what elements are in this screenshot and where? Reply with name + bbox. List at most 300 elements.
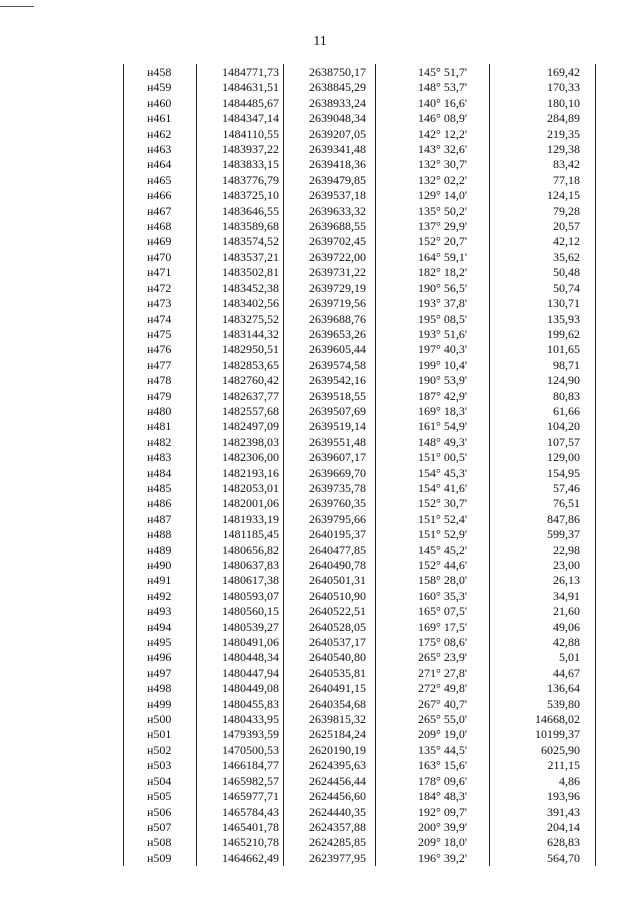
distance-cell: 199,62	[490, 327, 596, 342]
y-coordinate-cell: 2639815,32	[284, 712, 376, 727]
y-coordinate-cell: 2624357,88	[284, 820, 376, 835]
distance-cell: 14668,02	[490, 712, 596, 727]
direction-angle-cell: 163° 15,6'	[376, 758, 490, 773]
table-row	[124, 466, 596, 481]
table-row	[124, 111, 596, 126]
point-name-cell: н484	[124, 466, 197, 481]
x-coordinate-cell: 1480433,95	[197, 712, 284, 727]
distance-cell: 169,42	[490, 64, 596, 80]
x-coordinate-cell: 1482193,16	[197, 466, 284, 481]
point-name-cell: н505	[124, 789, 197, 804]
point-name-cell: н477	[124, 358, 197, 373]
table-row	[124, 681, 596, 696]
point-name-cell: н458	[124, 64, 197, 80]
x-coordinate-cell: 1482398,03	[197, 435, 284, 450]
x-coordinate-cell: 1483402,56	[197, 296, 284, 311]
x-coordinate-cell: 1464662,49	[197, 851, 284, 866]
x-coordinate-cell: 1481185,45	[197, 527, 284, 542]
y-coordinate-cell: 2640501,31	[284, 573, 376, 588]
distance-cell: 57,46	[490, 481, 596, 496]
y-coordinate-cell: 2639551,48	[284, 435, 376, 450]
direction-angle-cell: 193° 37,8'	[376, 296, 490, 311]
table-row	[124, 774, 596, 789]
direction-angle-cell: 209° 18,0'	[376, 835, 490, 850]
table-row	[124, 64, 596, 80]
x-coordinate-cell: 1483833,15	[197, 157, 284, 172]
x-coordinate-cell: 1466184,77	[197, 758, 284, 773]
table-row	[124, 281, 596, 296]
distance-cell: 50,74	[490, 281, 596, 296]
distance-cell: 124,90	[490, 373, 596, 388]
point-name-cell: н488	[124, 527, 197, 542]
point-name-cell: н502	[124, 743, 197, 758]
distance-cell: 284,89	[490, 111, 596, 126]
direction-angle-cell: 160° 35,3'	[376, 589, 490, 604]
direction-angle-cell: 267° 40,7'	[376, 697, 490, 712]
point-name-cell: н472	[124, 281, 197, 296]
point-name-cell: н480	[124, 404, 197, 419]
point-name-cell: н508	[124, 835, 197, 850]
direction-angle-cell: 182° 18,2'	[376, 265, 490, 280]
direction-angle-cell: 132° 02,2'	[376, 173, 490, 188]
distance-cell: 77,18	[490, 173, 596, 188]
y-coordinate-cell: 2640537,17	[284, 635, 376, 650]
y-coordinate-cell: 2640510,90	[284, 589, 376, 604]
y-coordinate-cell: 2624456,60	[284, 789, 376, 804]
distance-cell: 20,57	[490, 219, 596, 234]
x-coordinate-cell: 1483725,10	[197, 188, 284, 203]
distance-cell: 391,43	[490, 805, 596, 820]
y-coordinate-cell: 2639607,17	[284, 450, 376, 465]
direction-angle-cell: 190° 53,9'	[376, 373, 490, 388]
point-name-cell: н499	[124, 697, 197, 712]
y-coordinate-cell: 2640528,05	[284, 620, 376, 635]
x-coordinate-cell: 1465784,43	[197, 805, 284, 820]
x-coordinate-cell: 1465210,78	[197, 835, 284, 850]
point-name-cell: н509	[124, 851, 197, 866]
point-name-cell: н459	[124, 80, 197, 95]
direction-angle-cell: 200° 39,9'	[376, 820, 490, 835]
table-row	[124, 127, 596, 142]
distance-cell: 26,13	[490, 573, 596, 588]
y-coordinate-cell: 2639537,18	[284, 188, 376, 203]
y-coordinate-cell: 2639729,19	[284, 281, 376, 296]
direction-angle-cell: 135° 50,2'	[376, 204, 490, 219]
table-row	[124, 527, 596, 542]
y-coordinate-cell: 2639542,16	[284, 373, 376, 388]
direction-angle-cell: 161° 54,9'	[376, 419, 490, 434]
point-name-cell: н503	[124, 758, 197, 773]
distance-cell: 34,91	[490, 589, 596, 604]
distance-cell: 219,35	[490, 127, 596, 142]
point-name-cell: н460	[124, 96, 197, 111]
distance-cell: 136,64	[490, 681, 596, 696]
direction-angle-cell: 209° 19,0'	[376, 727, 490, 742]
y-coordinate-cell: 2639669,70	[284, 466, 376, 481]
table-row	[124, 789, 596, 804]
direction-angle-cell: 158° 28,0'	[376, 573, 490, 588]
x-coordinate-cell: 1480448,34	[197, 650, 284, 665]
point-name-cell: н500	[124, 712, 197, 727]
point-name-cell: н492	[124, 589, 197, 604]
y-coordinate-cell: 2639341,48	[284, 142, 376, 157]
y-coordinate-cell: 2639688,55	[284, 219, 376, 234]
direction-angle-cell: 154° 45,3'	[376, 466, 490, 481]
distance-cell: 124,15	[490, 188, 596, 203]
direction-angle-cell: 151° 52,4'	[376, 512, 490, 527]
distance-cell: 170,33	[490, 80, 596, 95]
x-coordinate-cell: 1480560,15	[197, 604, 284, 619]
y-coordinate-cell: 2624285,85	[284, 835, 376, 850]
direction-angle-cell: 129° 14,0'	[376, 188, 490, 203]
y-coordinate-cell: 2640535,81	[284, 666, 376, 681]
distance-cell: 83,42	[490, 157, 596, 172]
point-name-cell: н478	[124, 373, 197, 388]
direction-angle-cell: 148° 49,3'	[376, 435, 490, 450]
point-name-cell: н466	[124, 188, 197, 203]
y-coordinate-cell: 2639519,14	[284, 419, 376, 434]
x-coordinate-cell: 1482053,01	[197, 481, 284, 496]
y-coordinate-cell: 2639731,22	[284, 265, 376, 280]
y-coordinate-cell: 2639722,00	[284, 250, 376, 265]
direction-angle-cell: 146° 08,9'	[376, 111, 490, 126]
distance-cell: 130,71	[490, 296, 596, 311]
distance-cell: 22,98	[490, 543, 596, 558]
y-coordinate-cell: 2640522,51	[284, 604, 376, 619]
point-name-cell: н476	[124, 342, 197, 357]
distance-cell: 154,95	[490, 466, 596, 481]
point-name-cell: н473	[124, 296, 197, 311]
table-row	[124, 851, 596, 866]
table-row	[124, 512, 596, 527]
y-coordinate-cell: 2620190,19	[284, 743, 376, 758]
direction-angle-cell: 272° 49,8'	[376, 681, 490, 696]
direction-angle-cell: 265° 55,0'	[376, 712, 490, 727]
x-coordinate-cell: 1484347,14	[197, 111, 284, 126]
direction-angle-cell: 132° 30,7'	[376, 157, 490, 172]
distance-cell: 42,88	[490, 635, 596, 650]
direction-angle-cell: 165° 07,5'	[376, 604, 490, 619]
direction-angle-cell: 151° 52,9'	[376, 527, 490, 542]
table-row	[124, 80, 596, 95]
table-row	[124, 650, 596, 665]
y-coordinate-cell: 2624440,35	[284, 805, 376, 820]
table-row	[124, 234, 596, 249]
distance-cell: 80,83	[490, 389, 596, 404]
table-row	[124, 589, 596, 604]
point-name-cell: н487	[124, 512, 197, 527]
x-coordinate-cell: 1465977,71	[197, 789, 284, 804]
direction-angle-cell: 184° 48,3'	[376, 789, 490, 804]
point-name-cell: н491	[124, 573, 197, 588]
x-coordinate-cell: 1482637,77	[197, 389, 284, 404]
point-name-cell: н481	[124, 419, 197, 434]
x-coordinate-cell: 1484110,55	[197, 127, 284, 142]
table-row	[124, 450, 596, 465]
y-coordinate-cell: 2640491,15	[284, 681, 376, 696]
y-coordinate-cell: 2639048,34	[284, 111, 376, 126]
y-coordinate-cell: 2639518,55	[284, 389, 376, 404]
table-row	[124, 496, 596, 511]
direction-angle-cell: 137° 29,9'	[376, 219, 490, 234]
y-coordinate-cell: 2639653,26	[284, 327, 376, 342]
distance-cell: 847,86	[490, 512, 596, 527]
distance-cell: 628,83	[490, 835, 596, 850]
point-name-cell: н474	[124, 312, 197, 327]
point-name-cell: н506	[124, 805, 197, 820]
y-coordinate-cell: 2639507,69	[284, 404, 376, 419]
table-row	[124, 604, 596, 619]
distance-cell: 101,65	[490, 342, 596, 357]
x-coordinate-cell: 1480593,07	[197, 589, 284, 604]
x-coordinate-cell: 1480447,94	[197, 666, 284, 681]
direction-angle-cell: 197° 40,3'	[376, 342, 490, 357]
table-row	[124, 697, 596, 712]
table-row	[124, 265, 596, 280]
direction-angle-cell: 190° 56,5'	[376, 281, 490, 296]
point-name-cell: н475	[124, 327, 197, 342]
direction-angle-cell: 145° 51,7'	[376, 64, 490, 80]
point-name-cell: н467	[124, 204, 197, 219]
point-name-cell: н489	[124, 543, 197, 558]
direction-angle-cell: 169° 18,3'	[376, 404, 490, 419]
direction-angle-cell: 143° 32,6'	[376, 142, 490, 157]
x-coordinate-cell: 1483537,21	[197, 250, 284, 265]
point-name-cell: н464	[124, 157, 197, 172]
x-coordinate-cell: 1482760,42	[197, 373, 284, 388]
table-row	[124, 358, 596, 373]
table-row	[124, 435, 596, 450]
direction-angle-cell: 187° 42,9'	[376, 389, 490, 404]
direction-angle-cell: 175° 08,6'	[376, 635, 490, 650]
point-name-cell: н486	[124, 496, 197, 511]
distance-cell: 599,37	[490, 527, 596, 542]
y-coordinate-cell: 2639688,76	[284, 312, 376, 327]
direction-angle-cell: 193° 51,6'	[376, 327, 490, 342]
y-coordinate-cell: 2624395,63	[284, 758, 376, 773]
x-coordinate-cell: 1465401,78	[197, 820, 284, 835]
x-coordinate-cell: 1483275,52	[197, 312, 284, 327]
table-row	[124, 404, 596, 419]
y-coordinate-cell: 2639418,36	[284, 157, 376, 172]
distance-cell: 6025,90	[490, 743, 596, 758]
corner-line	[0, 6, 34, 7]
table-row	[124, 620, 596, 635]
y-coordinate-cell: 2639760,35	[284, 496, 376, 511]
x-coordinate-cell: 1483452,38	[197, 281, 284, 296]
direction-angle-cell: 148° 53,7'	[376, 80, 490, 95]
direction-angle-cell: 154° 41,6'	[376, 481, 490, 496]
table-row	[124, 157, 596, 172]
x-coordinate-cell: 1480637,83	[197, 558, 284, 573]
distance-cell: 5,01	[490, 650, 596, 665]
y-coordinate-cell: 2640540,80	[284, 650, 376, 665]
distance-cell: 4,86	[490, 774, 596, 789]
coordinates-table-body	[124, 64, 596, 866]
point-name-cell: н507	[124, 820, 197, 835]
direction-angle-cell: 164° 59,1'	[376, 250, 490, 265]
y-coordinate-cell: 2639735,78	[284, 481, 376, 496]
direction-angle-cell: 152° 20,7'	[376, 234, 490, 249]
x-coordinate-cell: 1481933,19	[197, 512, 284, 527]
x-coordinate-cell: 1482853,65	[197, 358, 284, 373]
direction-angle-cell: 199° 10,4'	[376, 358, 490, 373]
distance-cell: 79,28	[490, 204, 596, 219]
x-coordinate-cell: 1483589,68	[197, 219, 284, 234]
y-coordinate-cell: 2639795,66	[284, 512, 376, 527]
table-row	[124, 758, 596, 773]
table-row	[124, 820, 596, 835]
x-coordinate-cell: 1483937,22	[197, 142, 284, 157]
y-coordinate-cell: 2639633,32	[284, 204, 376, 219]
table-row	[124, 573, 596, 588]
y-coordinate-cell: 2625184,24	[284, 727, 376, 742]
x-coordinate-cell: 1482557,68	[197, 404, 284, 419]
page-number: 11	[313, 34, 327, 49]
x-coordinate-cell: 1483574,52	[197, 234, 284, 249]
x-coordinate-cell: 1484771,73	[197, 64, 284, 80]
table-row	[124, 327, 596, 342]
distance-cell: 50,48	[490, 265, 596, 280]
point-name-cell: н462	[124, 127, 197, 142]
table-row	[124, 805, 596, 820]
point-name-cell: н485	[124, 481, 197, 496]
direction-angle-cell: 265° 23,9'	[376, 650, 490, 665]
direction-angle-cell: 142° 12,2'	[376, 127, 490, 142]
table-row	[124, 312, 596, 327]
y-coordinate-cell: 2639479,85	[284, 173, 376, 188]
table-row	[124, 250, 596, 265]
x-coordinate-cell: 1470500,53	[197, 743, 284, 758]
x-coordinate-cell: 1480449,08	[197, 681, 284, 696]
distance-cell: 35,62	[490, 250, 596, 265]
table-row	[124, 188, 596, 203]
distance-cell: 104,20	[490, 419, 596, 434]
distance-cell: 135,93	[490, 312, 596, 327]
direction-angle-cell: 178° 09,6'	[376, 774, 490, 789]
table-row	[124, 389, 596, 404]
distance-cell: 129,38	[490, 142, 596, 157]
table-row	[124, 481, 596, 496]
direction-angle-cell: 196° 39,2'	[376, 851, 490, 866]
table-row	[124, 635, 596, 650]
coordinates-table	[123, 64, 596, 866]
distance-cell: 76,51	[490, 496, 596, 511]
table-row	[124, 743, 596, 758]
direction-angle-cell: 192° 09,7'	[376, 805, 490, 820]
direction-angle-cell: 169° 17,5'	[376, 620, 490, 635]
x-coordinate-cell: 1465982,57	[197, 774, 284, 789]
point-name-cell: н482	[124, 435, 197, 450]
point-name-cell: н497	[124, 666, 197, 681]
table-row	[124, 373, 596, 388]
x-coordinate-cell: 1480656,82	[197, 543, 284, 558]
distance-cell: 21,60	[490, 604, 596, 619]
direction-angle-cell: 145° 45,2'	[376, 543, 490, 558]
table-row	[124, 296, 596, 311]
x-coordinate-cell: 1483502,81	[197, 265, 284, 280]
distance-cell: 107,57	[490, 435, 596, 450]
x-coordinate-cell: 1479393,59	[197, 727, 284, 742]
distance-cell: 23,00	[490, 558, 596, 573]
point-name-cell: н496	[124, 650, 197, 665]
x-coordinate-cell: 1482950,51	[197, 342, 284, 357]
distance-cell: 193,96	[490, 789, 596, 804]
y-coordinate-cell: 2639207,05	[284, 127, 376, 142]
table-row	[124, 712, 596, 727]
direction-angle-cell: 140° 16,6'	[376, 96, 490, 111]
x-coordinate-cell: 1483776,79	[197, 173, 284, 188]
y-coordinate-cell: 2639574,58	[284, 358, 376, 373]
x-coordinate-cell: 1483646,55	[197, 204, 284, 219]
x-coordinate-cell: 1480539,27	[197, 620, 284, 635]
distance-cell: 129,00	[490, 450, 596, 465]
x-coordinate-cell: 1482001,06	[197, 496, 284, 511]
point-name-cell: н498	[124, 681, 197, 696]
distance-cell: 539,80	[490, 697, 596, 712]
point-name-cell: н463	[124, 142, 197, 157]
y-coordinate-cell: 2638845,29	[284, 80, 376, 95]
distance-cell: 211,15	[490, 758, 596, 773]
table-row	[124, 173, 596, 188]
table-row	[124, 543, 596, 558]
y-coordinate-cell: 2640490,78	[284, 558, 376, 573]
y-coordinate-cell: 2638750,17	[284, 64, 376, 80]
distance-cell: 10199,37	[490, 727, 596, 742]
point-name-cell: н495	[124, 635, 197, 650]
x-coordinate-cell: 1480455,83	[197, 697, 284, 712]
distance-cell: 49,06	[490, 620, 596, 635]
table-row	[124, 419, 596, 434]
point-name-cell: н493	[124, 604, 197, 619]
distance-cell: 204,14	[490, 820, 596, 835]
distance-cell: 180,10	[490, 96, 596, 111]
x-coordinate-cell: 1482497,09	[197, 419, 284, 434]
x-coordinate-cell: 1480617,38	[197, 573, 284, 588]
y-coordinate-cell: 2640354,68	[284, 697, 376, 712]
distance-cell: 564,70	[490, 851, 596, 866]
direction-angle-cell: 152° 44,6'	[376, 558, 490, 573]
point-name-cell: н469	[124, 234, 197, 249]
x-coordinate-cell: 1483144,32	[197, 327, 284, 342]
direction-angle-cell: 135° 44,5'	[376, 743, 490, 758]
direction-angle-cell: 151° 00,5'	[376, 450, 490, 465]
point-name-cell: н490	[124, 558, 197, 573]
table-row	[124, 666, 596, 681]
table-row	[124, 835, 596, 850]
direction-angle-cell: 152° 30,7'	[376, 496, 490, 511]
y-coordinate-cell: 2639719,56	[284, 296, 376, 311]
x-coordinate-cell: 1484631,51	[197, 80, 284, 95]
x-coordinate-cell: 1482306,00	[197, 450, 284, 465]
table-row	[124, 219, 596, 234]
table-row	[124, 727, 596, 742]
point-name-cell: н504	[124, 774, 197, 789]
point-name-cell: н483	[124, 450, 197, 465]
x-coordinate-cell: 1480491,06	[197, 635, 284, 650]
point-name-cell: н468	[124, 219, 197, 234]
point-name-cell: н471	[124, 265, 197, 280]
y-coordinate-cell: 2638933,24	[284, 96, 376, 111]
y-coordinate-cell: 2624456,44	[284, 774, 376, 789]
x-coordinate-cell: 1484485,67	[197, 96, 284, 111]
point-name-cell: н494	[124, 620, 197, 635]
table-row	[124, 558, 596, 573]
table-row	[124, 342, 596, 357]
table-row	[124, 96, 596, 111]
distance-cell: 42,12	[490, 234, 596, 249]
distance-cell: 61,66	[490, 404, 596, 419]
